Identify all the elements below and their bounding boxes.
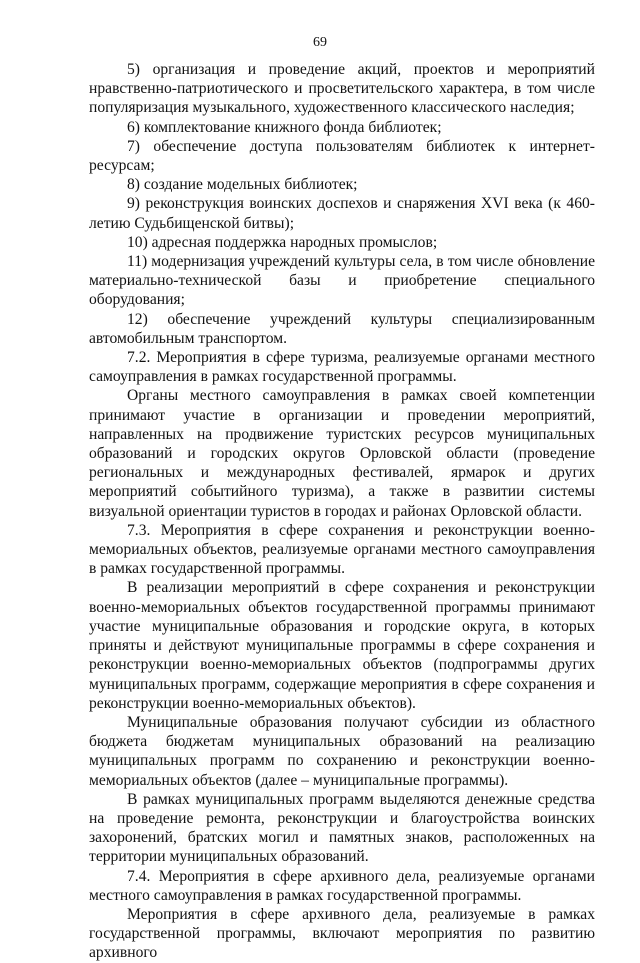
paragraph-memorials-participation: В реализации мероприятий в сфере сохранения и реконструкции военно-мемориальных объектов государственной программы принимают участие муниципальные образования и городские округа, в которых приняты и действуют муниципальные программы в сфере сохранения и реконструкции военно-мемориальных объектов (подпрограммы других муниципальных программ, содержащие мероприятия в сфере сохранения и реконструкции военно-мемориальных объектов). xyxy=(89,579,595,712)
list-item-12: 12) обеспечение учреждений культуры специализированным автомобильным транспортом. xyxy=(89,310,595,347)
paragraph-archives: Мероприятия в сфере архивного дела, реализуемые в рамках государственной программы, включают мероприятия по развитию архивного xyxy=(89,905,595,962)
list-item-5: 5) организация и проведение акций, проектов и мероприятий нравственно-патриотического и просветительского характера, в том числе популяризация музыкального, художественного классического наследия; xyxy=(89,61,595,117)
paragraph-tourism: Органы местного самоуправления в рамках своей компетенции принимают участие в организации и проведении мероприятий, направленных на продвижение туристских ресурсов муниципальных образований и городских округов Орловской области (проведение региональных и международных фестивалей, ярмарок и других мероприятий событийного туризма), а также в развитии системы визуальной ориентации туристов в городах и районах Орловской области. xyxy=(89,387,595,520)
section-heading-7-4: 7.4. Мероприятия в сфере архивного дела, реализуемые органами местного самоуправления в рамках государственной программы. xyxy=(89,867,595,904)
section-heading-7-2: 7.2. Мероприятия в сфере туризма, реализуемые органами местного самоуправления в рамках государственной программы. xyxy=(89,349,595,386)
list-item-6: 6) комплектование книжного фонда библиотек; xyxy=(127,118,442,136)
list-item-8: 8) создание модельных библиотек; xyxy=(127,176,358,194)
section-heading-7-3: 7.3. Мероприятия в сфере сохранения и реконструкции военно-мемориальных объектов, реализуемые органами местного самоуправления в рамках государственной программы. xyxy=(89,521,595,578)
list-item-9: 9) реконструкция воинских доспехов и снаряжения XVI века (к 460-летию Судьбищенской битвы); xyxy=(89,195,595,232)
document-body xyxy=(89,60,595,963)
list-item-10: 10) адресная поддержка народных промыслов; xyxy=(127,233,438,251)
list-item-7: 7) обеспечение доступа пользователям библиотек к интернет-ресурсам; xyxy=(89,137,595,175)
list-item-11: 11) модернизация учреждений культуры села, в том числе обновление материально-технической базы и приобретение специального оборудования; xyxy=(89,253,595,309)
paragraph-memorials-subsidies: Муниципальные образования получают субсидии из областного бюджета бюджетам муниципальных образований на реализацию муниципальных программ по сохранению и реконструкции военно-мемориальных объектов (далее – муниципальные программы). xyxy=(89,713,595,789)
page-number: 69 xyxy=(313,35,327,50)
paragraph-memorials-funding: В рамках муниципальных программ выделяются денежные средства на проведение ремонта, реконструкции и благоустройства воинских захоронений, братских могил и памятных знаков, расположенных на территории муниципальных образований. xyxy=(89,790,595,866)
